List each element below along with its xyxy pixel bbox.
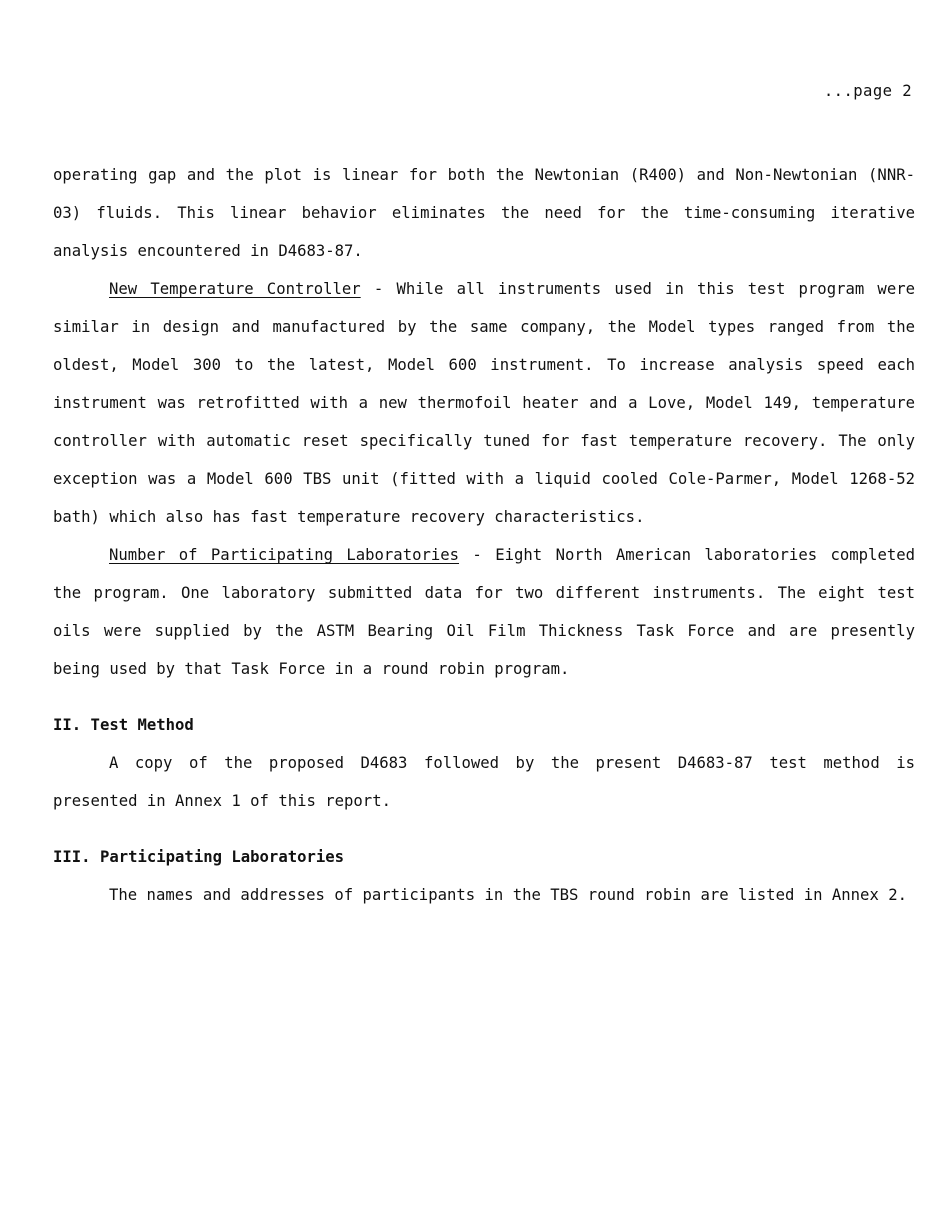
paragraph-participating-labs-count — [53, 536, 915, 688]
paragraph-test-method: A copy of the proposed D4683 followed by the present D4683-87 test method is presented in Annex 1 of this report. — [53, 754, 915, 810]
section-heading-test-method: II. Test Method — [53, 716, 194, 734]
paragraph-gap-linearity: operating gap and the plot is linear for both the Newtonian (R400) and Non-Newtonian (NNR-03) fluids. This linear behavior eliminates the need for the time-consuming iterative analysis encountered in D4683-87. — [53, 166, 915, 260]
paragraph-temperature-controller — [53, 270, 915, 536]
page-number: ...page 2 — [823, 82, 912, 100]
run-in-heading-number-of-labs: Number of Participating Laboratories — [109, 546, 460, 564]
section-heading-participating-laboratories: III. Participating Laboratories — [53, 848, 345, 866]
paragraph-participating-laboratories: The names and addresses of participants in the TBS round robin are listed in Annex 2. — [109, 886, 907, 904]
paragraph-text: - Eight North American laboratories completed the program. One laboratory submitted data for two different instruments. The eight test oils were supplied by the ASTM Bearing Oil Film Thickness Task Force and are presently being used by that Task Force in a round robin program. — [53, 546, 915, 678]
run-in-heading-temperature-controller: New Temperature Controller — [109, 280, 361, 298]
document-body — [53, 156, 915, 914]
spacer — [53, 820, 915, 838]
spacer — [53, 688, 915, 706]
paragraph-text: - While all instruments used in this test program were similar in design and manufactured by the same company, the Model types ranged from the oldest, Model 300 to the latest, Model 600 instrument. To increase analysis speed each instrument was retrofitted with a new thermofoil heater and a Love, Model 149, temperature controller with automatic reset specifically tuned for fast temperature recovery. The only exception was a Model 600 TBS unit (fitted with a liquid cooled Cole-Parmer, Model 1268-52 bath) which also has fast temperature recovery characteristics. — [53, 280, 915, 526]
